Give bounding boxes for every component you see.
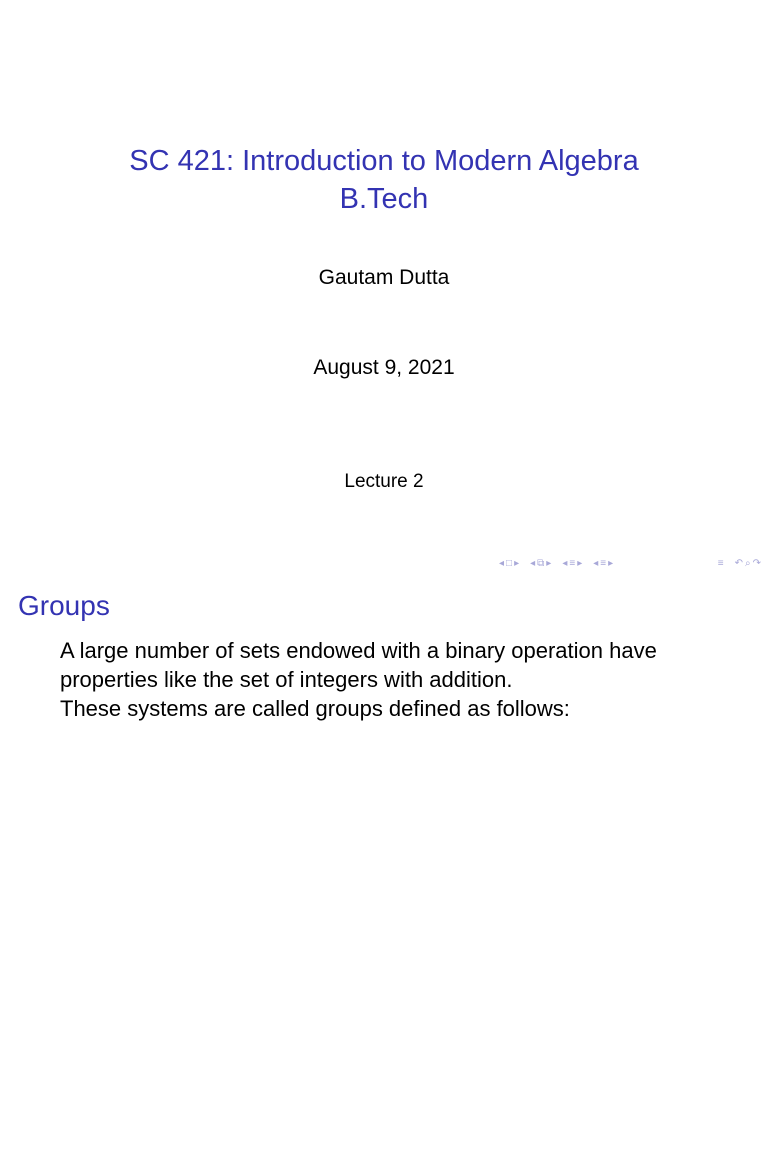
search-icon[interactable]: ⌕ <box>745 558 751 569</box>
frame-icon[interactable]: □ <box>506 558 513 569</box>
nav-align-group <box>717 558 725 570</box>
nav-section-group <box>561 558 583 570</box>
align-icon[interactable]: ≡ <box>717 558 724 569</box>
arrow-left-icon[interactable]: ◂ <box>562 558 568 569</box>
presentation-date: August 9, 2021 <box>313 356 455 379</box>
undo-icon[interactable]: ↶ <box>734 558 743 569</box>
body-line: These systems are called groups defined as follows: <box>60 696 570 721</box>
groups-slide <box>0 576 768 1152</box>
section-icon[interactable]: ≡ <box>569 558 576 569</box>
nav-list-group <box>592 558 614 570</box>
arrow-left-icon[interactable]: ◂ <box>593 558 599 569</box>
body-line: A large number of sets endowed with a binary operation have <box>60 638 657 663</box>
arrow-right-icon[interactable]: ▸ <box>514 558 520 569</box>
arrow-right-icon[interactable]: ▸ <box>577 558 583 569</box>
frame-title: Groups <box>18 590 110 621</box>
subsection-icon[interactable]: ⧉ <box>537 558 545 569</box>
slide-body <box>60 636 750 723</box>
arrow-right-icon[interactable]: ▸ <box>546 558 552 569</box>
redo-icon[interactable]: ↷ <box>752 558 761 569</box>
lecture-label: Lecture 2 <box>344 471 424 492</box>
presentation-title <box>0 142 768 218</box>
beamer-navigation-bar <box>498 557 762 571</box>
list-icon[interactable]: ≡ <box>600 558 607 569</box>
title-line-program: B.Tech <box>339 183 429 215</box>
body-line: properties like the set of integers with addition. <box>60 667 513 692</box>
nav-search-group <box>734 558 762 570</box>
nav-subsection-group <box>529 558 552 570</box>
arrow-left-icon[interactable]: ◂ <box>530 558 536 569</box>
author-name: Gautam Dutta <box>318 266 450 289</box>
title-line-course: SC 421: Introduction to Modern Algebra <box>129 145 639 177</box>
nav-frame-group <box>498 558 520 570</box>
arrow-right-icon[interactable]: ▸ <box>608 558 614 569</box>
arrow-left-icon[interactable]: ◂ <box>499 558 505 569</box>
